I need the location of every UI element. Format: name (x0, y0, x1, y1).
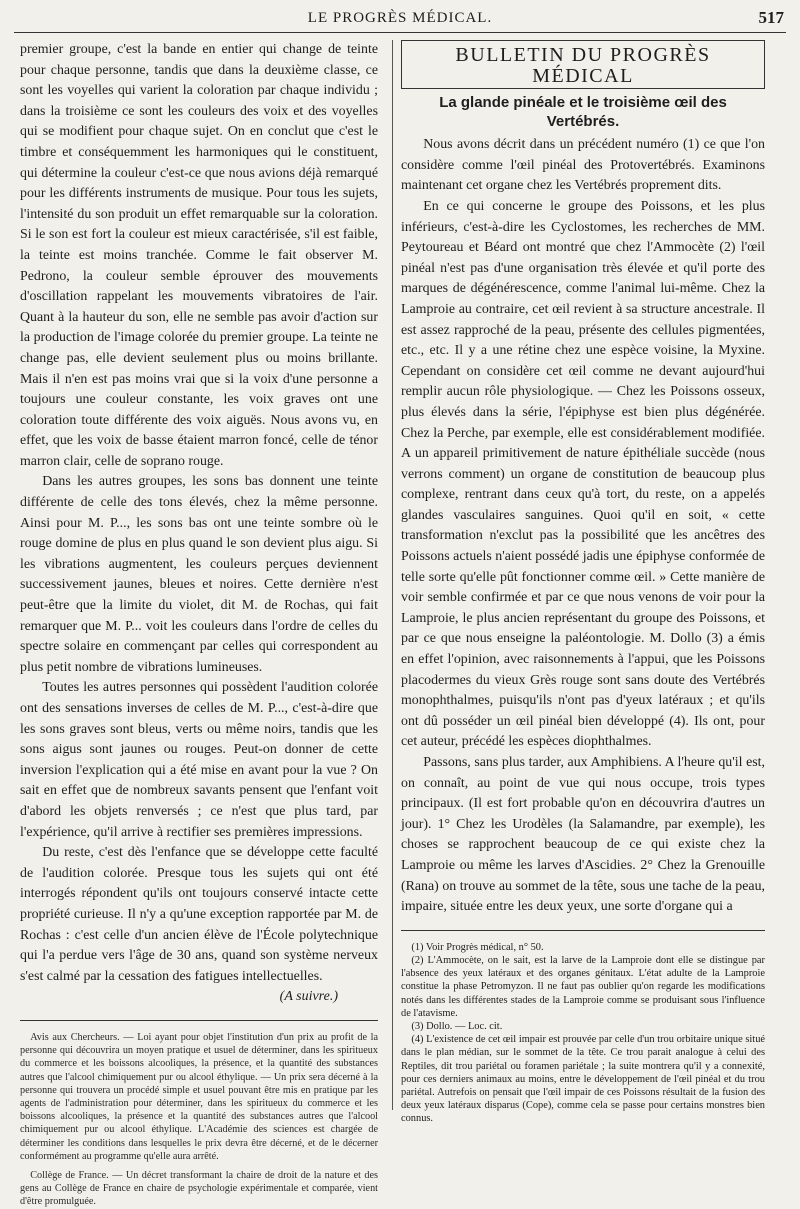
footnotes (401, 941, 765, 1126)
right-column (392, 40, 765, 1125)
to-be-continued: (A suivre.) (279, 989, 338, 1005)
left-paragraph-3: Toutes les autres personnes qui possèdent l'audition colorée ont des sensations inverses de celles de M. P..., c'est-à-dire que les sons graves sont bleus, verts ou même noirs, tandis que les sons aigus sont jaunes ou rouges. Peut-on donner de cette inversion l'explication qui a été mise en avant pour la vue ? On sait en effet que de nombreux savants pensent que l'enfant voit d'abord les objets renversés ; ce n'est que plus tard, par l'expérience, qu'il arrive à rectifier ses premières impressions. (20, 680, 378, 840)
notice-college-de-france: Collège de France. — Un décret transformant la chaire de droit de la nature et des gens au Collège de France en chaire de psychologie expérimentale et comparée, vient d'être promulguée. (20, 1169, 378, 1208)
right-paragraph-1: Nous avons décrit dans un précédent numéro (1) ce que l'on considère comme l'œil pinéal des Protovertébrés. Examinons maintenant cet organe chez les Vertébrés proprement dits. (401, 137, 765, 194)
notices (20, 1031, 378, 1209)
footnote-rule (401, 930, 765, 931)
bulletin-header: BULLETIN DU PROGRÈS MÉDICAL (401, 40, 765, 89)
footnote-1: (1) Voir Progrès médical, n° 50. (411, 941, 544, 953)
footnote-2: (2) L'Ammocète, on le sait, est la larve de la Lamproie dont elle se distingue par l'absence des yeux latéraux et des organes génitaux. L'état adulte de la Lamproie constitue la phase Petromyzon. Il ne faut pas oublier qu'on regarde les modifications notés dans les différentes stades de la Lamproie comme se produisant sous l'influence de l'atavisme. (401, 954, 765, 1019)
right-paragraph-2: En ce qui concerne le groupe des Poissons, et les plus inférieurs, c'est-à-dire les Cyclostomes, les recherches de MM. Peytoureau et Béard ont montré que chez l'Ammocète (2) l'œil pinéal n'est pas d'une organisation très élevée et qu'il porte des marques de dégénérescence, comme l'animal lui-même. Chez la Lamproie au contraire, cet œil revient à sa structure ancestrale. Il est assez rapproché de la peau, présente des cellules pigmentées, etc., etc. Il y a une rétine chez une espèce voisine, la Myxine. Cependant on considère cet œil comme ne devant aujourd'hui remplir aucun rôle physiologique. — Chez les Poissons osseux, plus élevés dans la série, l'épiphyse est bien plus dégénérée. Chez la Perche, par exemple, elle est considérablement modifiée. A un appareil primitivement de nature épithéliale succède (nous verrons comment) un organe de constitution de beaucoup plus complexe, rentrant dans ceux qu'à tort, du reste, on a appelés glandes vasculaires sanguines. Quoi qu'il en soit, « cette transformation n'exclut pas la possibilité que les ancêtres des Poissons actuels n'aient possédé jadis une épiphyse conformée de telle sorte qu'elle pût fonctionner comme œil. » Cette manière de voir semble confirmée et par ce que nous venons de voir pour la Lamproie, le plus ancien représentant du groupe des Poissons, et par ce que nous enseigne la paléontologie. M. Dollo (3) a émis en effet l'opinion, avec raisonnements à l'appui, que les Poissons placodermes du vieux Grès rouge sont sans doute des Vertébrés monophthalmes, puisqu'ils n'ont pas d'yeux latéraux ; et qu'ils ont dû posséder un œil pinéal bien développé (4). Ils ont, pour cet auteur, précédé les espèces diophthalmes. (401, 198, 765, 750)
left-column (20, 40, 378, 1208)
footnote-3: (3) Dollo. — Loc. cit. (411, 1020, 503, 1032)
article-title: La glande pinéale et le troisième œil des Vertébrés. (439, 94, 727, 131)
running-head (14, 6, 786, 33)
left-paragraph-4: Du reste, c'est dès l'enfance que se développe cette faculté de l'audition colorée. Presque tous les sujets qui ont été interrogés répondent qu'ils ont toujours conservé intacte cette propriété curieuse. Il n'y a qu'une exception rapportée par M. de Rochas : c'est celle d'un ancien élève de l'École polytechnique qui l'a perdue vers l'âge de 30 ans, quand son système nerveux s'est calmé par la cessation des fatigues intellectuelles. (20, 845, 378, 984)
footnote-4: (4) L'existence de cet œil impair est prouvée par celle d'un trou orbitaire unique situé dans le plan médian, sur le sommet de la tête. Ce trou parait analogue à celui des Reptiles, dit trou pariétal ou foramen pariétale ; la suite montrera qu'il y a connexité, pour ces derniers animaux au moins, entre le développement de l'œil pinéal et du trou pariétal. Autrefois on pensait que l'œil impair de ces Poissons résultait de la fusion des deux yeux latéraux disparus (Cope), comme cela se passe pour certains monstres bien connus. (401, 1034, 765, 1125)
left-paragraph-2: Dans les autres groupes, les sons bas donnent une teinte différente de celle des tons élevés, chez la même personne. Ainsi pour M. P..., les sons bas ont une teinte sombre où le rouge domine de plus en plus quand le son devient plus aigu. Si les vibrations augmentent, les couleurs perçues deviennent successivement jaunes, bleues et noires. Cette dernière n'est peut-être que la limite du violet, dit M. de Rochas, qui fait remarquer que M. P... voit les couleurs dans l'ordre de celles du spectre solaire en commençant par celles qui correspondent au plus petit nombre de vibrations lumineuses. (20, 474, 378, 675)
column-divider-rule (20, 1020, 378, 1021)
right-paragraph-3: Passons, sans plus tarder, aux Amphibiens. A l'heure qu'il est, on connaît, au point de vue qui nous occupe, trois types principaux. (Il est fort probable qu'on en découvrira d'autres un jour). 1° Chez les Urodèles (la Salamandre, par exemple), les choses se rapprochent beaucoup de ce qui existe chez la Lamproie ou même les larves d'Ascidies. 2° Chez la Grenouille (Rana) on trouve au sommet de la tête, sous une tache de la peau, impaire, située entre les deux yeux, une sorte d'organe qui a (401, 755, 765, 915)
page-number: 517 (758, 8, 784, 27)
left-paragraph-1: premier groupe, c'est la bande en entier qui change de teinte pour chaque personne, tandis que dans la deuxième classe, ce sont les voyelles qui varient la coloration par chaque individu ; dans la troisième ce sont les couleurs des voix et des voyelles qui se modifient pour chaque sujet. On en conclut que c'est le timbre et conséquemment les harmoniques qui le constituent, qui détermine la couleur c'est-ce que nous avions déjà remarqué pour les différents instruments de musique. Pour tous les sujets, l'intensité du son produit un effet remarquable sur la coloration. Si le son est fort la couleur est mieux caractérisée, s'il est faible, la teinte est moins tranchée. Comme le fait observer M. Pedrono, la couleur semble éprouver des mouvements d'oscillation rappelant les mouvements vibratoires de l'air. Quant à la hauteur du son, elle ne semble pas avoir d'action sur la production de l'image colorée du premier groupe. La teinte ne change pas, elle devient seulement plus ou moins brillante. Mais il n'en est pas moins vrai que si la voix d'une personne a toujours une couleur constante, les voix graves ont une coloration toute différente des voix aiguës. Nous avons vu, en effet, que les voix de basse étaient marron foncé, celle de ténor marron clair, celle de soprano rouge. (20, 42, 378, 469)
notice-chercheurs: Avis aux Chercheurs. — Loi ayant pour objet l'institution d'un prix au profit de la personne qui découvrira un moyen pratique et usuel de déterminer, dans les spiritueux du commerce et les boissons alcooliques, la présence, et la quantité des substances autres que l'alcool chimiquement pur ou alcool éthylique. — Un prix sera décerné à la personne qui trouvera un procédé simple et usuel pouvant être mis en pratique par les agents de l'administration pour déterminer, dans les spiritueux du commerce et les boissons alcooliques, la présence et la quantité des substances autres que l'alcool chimiquement pur ou alcool éthylique. L'Académie des sciences est chargée de déterminer les conditions dans lesquelles le prix devra être décerné, et de le décerner conformément au programme qu'elle aura arrêté. (20, 1031, 378, 1162)
journal-title: LE PROGRÈS MÉDICAL. (307, 10, 493, 26)
